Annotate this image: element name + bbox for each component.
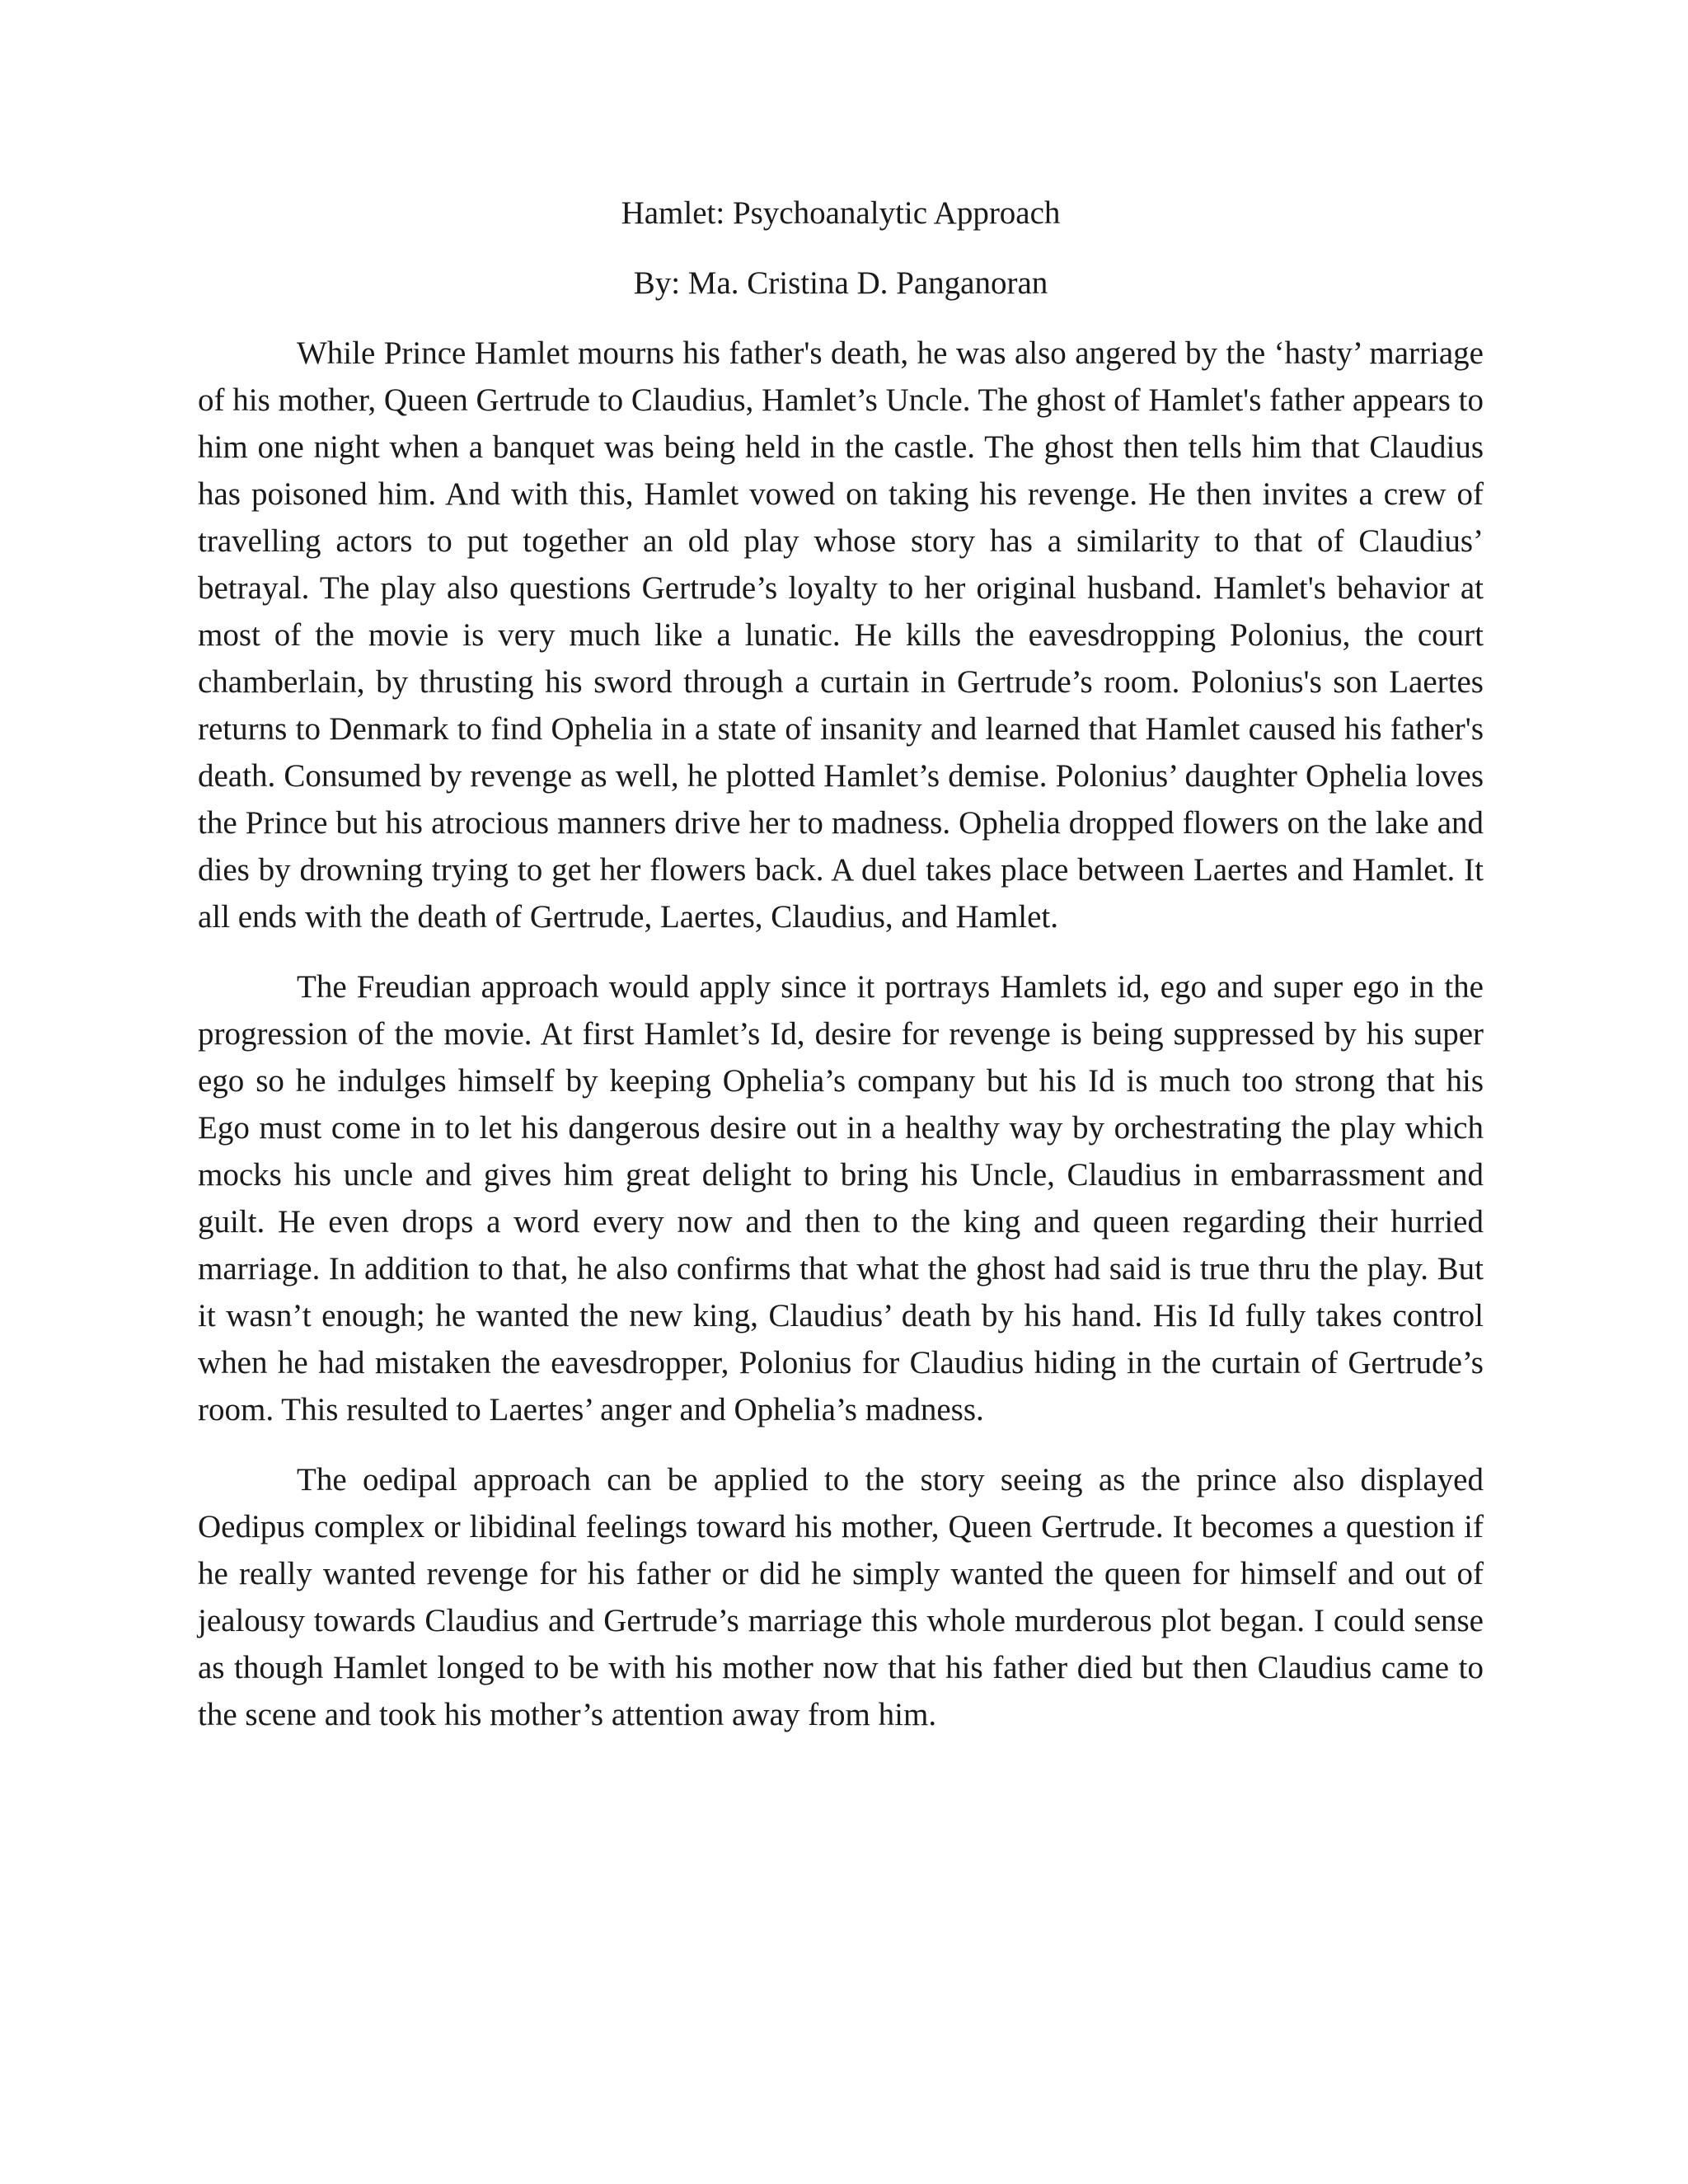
paragraph-freudian: The Freudian approach would apply since it portrays Hamlets id, ego and super ego in the progression of the movie. At first Hamlet’s Id, desire for revenge is being suppressed by his super ego so he indulges himself by keeping Ophelia’s company but his Id is much too strong that his Ego must come in to let his dangerous desire out in a healthy way by orchestrating the play which mocks his uncle and gives him great delight to bring his Uncle, Claudius in embarrassment and guilt. He even drops a word every now and then to the king and queen regarding their hurried marriage. In addition to that, he also confirms that what the ghost had said is true thru the play. But it wasn’t enough; he wanted the new king, Claudius’ death by his hand. His Id fully takes control when he had mistaken the eavesdropper, Polonius for Claudius hiding in the curtain of Gertrude’s room. This resulted to Laertes’ anger and Ophelia’s madness. <box>198 969 1484 1427</box>
document-title: Hamlet: Psychoanalytic Approach <box>621 195 1061 231</box>
paragraph-oedipal: The oedipal approach can be applied to the story seeing as the prince also displayed Oedipus complex or libidinal feelings toward his mother, Queen Gertrude. It becomes a question if he really wanted revenge for his father or did he simply wanted the queen for himself and out of jealousy towards Claudius and Gertrude’s marriage this whole murderous plot began. I could sense as though Hamlet longed to be with his mother now that his father died but then Claudius came to the scene and took his mother’s attention away from him. <box>198 1462 1484 1732</box>
paragraph-summary: While Prince Hamlet mourns his father's death, he was also angered by the ‘hasty’ marriage of his mother, Queen Gertrude to Claudius, Hamlet’s Uncle. The ghost of Hamlet's father appears to him one night when a banquet was being held in the castle. The ghost then tells him that Claudius has poisoned him. And with this, Hamlet vowed on taking his revenge. He then invites a crew of travelling actors to put together an old play whose story has a similarity to that of Claudius’ betrayal. The play also questions Gertrude’s loyalty to her original husband. Hamlet's behavior at most of the movie is very much like a lunatic. He kills the eavesdropping Polonius, the court chamberlain, by thrusting his sword through a curtain in Gertrude’s room. Polonius's son Laertes returns to Denmark to find Ophelia in a state of insanity and learned that Hamlet caused his father's death. Consumed by revenge as well, he plotted Hamlet’s demise. Polonius’ daughter Ophelia loves the Prince but his atrocious manners drive her to madness. Ophelia dropped flowers on the lake and dies by drowning trying to get her flowers back. A duel takes place between Laertes and Hamlet. It all ends with the death of Gertrude, Laertes, Claudius, and Hamlet. <box>198 335 1484 935</box>
author-byline: By: Ma. Cristina D. Panganoran <box>633 265 1048 301</box>
document-page <box>198 190 1484 1761</box>
